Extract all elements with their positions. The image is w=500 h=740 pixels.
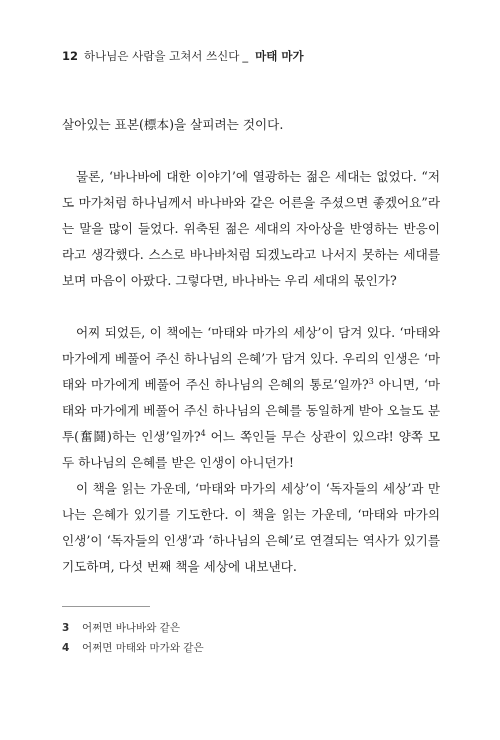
footnote-text: 어쩌면 바나바와 같은 xyxy=(82,622,180,634)
footnote-ref-4[interactable]: 4 xyxy=(200,428,206,438)
book-title: 하나님은 사람을 고쳐서 쓰신다 xyxy=(84,49,240,63)
footnotes xyxy=(62,618,440,658)
paragraph: 이 책을 읽는 가운데, ‘마태와 마가의 세상’이 ‘독자들의 세상’과 만나는 은혜가 있기를 기도한다. 이 책을 읽는 가운데, ‘마태와 마가의 인생’이 ‘독자들의 인생’과 ‘하나님의 은혜’로 연결되는 역사가 있기를 기도하며, 다섯 번째 책을 세상에 내보낸다. xyxy=(62,481,440,574)
body-text xyxy=(62,112,440,580)
running-header xyxy=(62,48,304,64)
paragraph: 물론, ‘바나바에 대한 이야기’에 열광하는 젊은 세대는 없었다. “저도 마가처럼 하나님께서 바나바와 같은 어른을 주셨으면 좋겠어요”라는 말을 많이 들었다. 위축된 젊은 세대의 자아상을 반영하는 반응이라고 생각했다. 스스로 바나바처럼 되겠노라고 나서지 못하는 세대를 보며 마음이 아팠다. 그렇다면, 바나바는 우리 세대의 몫인가? xyxy=(62,169,440,288)
header-separator: _ xyxy=(242,49,249,63)
footnote-ref-3[interactable]: 3 xyxy=(368,376,374,386)
paragraph xyxy=(62,320,440,476)
footnote-number: 3 xyxy=(62,622,70,634)
paragraph-text: 어찌 되었든, 이 책에는 ‘마태와 마가의 세상’이 담겨 있다. ‘마태와 마가에게 베풀어 주신 하나님의 은혜’가 담겨 있다. 우리의 인생은 ‘마태와 마가에게 베풀어 주신 하나님의 은혜의 통로’일까? xyxy=(62,325,440,392)
paragraph-text: 어느 쪽인들 무슨 상관이 있으랴! 양쪽 모두 하나님의 은혜를 받은 인생이 아니던가! xyxy=(62,429,440,470)
page-number: 12 xyxy=(62,49,79,63)
paragraph-continued: 살아있는 표본(標本)을 살피려는 것이다. xyxy=(62,117,284,132)
footnote-item xyxy=(62,618,440,638)
footnote-text: 어쩌면 마태와 마가와 같은 xyxy=(82,642,204,654)
footnote-divider xyxy=(62,606,150,607)
footnote-item xyxy=(62,638,440,658)
footnote-number: 4 xyxy=(62,642,70,654)
section-title: 마태 마가 xyxy=(255,49,304,63)
paragraph-text: 아니면, ‘마태와 마가에게 베풀어 주신 하나님의 은혜를 동일하게 받아 오늘도 분투(奮鬪)하는 인생’일까? xyxy=(62,377,440,444)
